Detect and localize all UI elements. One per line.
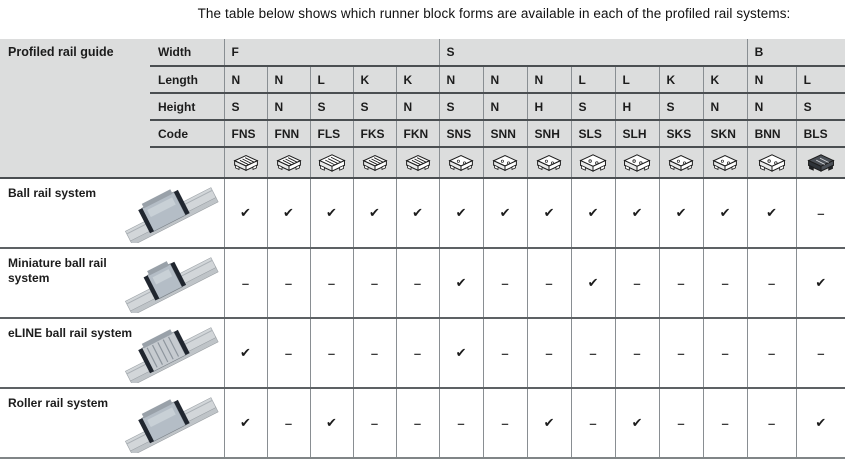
runner-block-wide-dark-icon (804, 151, 838, 174)
icon-cell-SKN (703, 147, 747, 178)
miniature-ball-rail-photo (120, 253, 220, 313)
check-mark-FKS (353, 178, 396, 248)
system-label-cell (0, 318, 224, 388)
dash-mark: – (413, 345, 422, 361)
dash-mark: – (817, 345, 825, 361)
dash-mark: – (817, 205, 825, 221)
dash-mark: – (327, 345, 336, 361)
dash-mark: – (501, 415, 509, 431)
dash-mark: – (545, 345, 553, 361)
dash-mark-FLS (310, 248, 353, 318)
length-cell-FLS: L (310, 66, 353, 93)
ball-rail-photo (120, 183, 220, 243)
dash-mark: – (589, 415, 597, 431)
check-mark: ✔ (543, 415, 555, 430)
check-mark: ✔ (631, 205, 643, 220)
system-name: eLINE ball rail system (8, 326, 133, 340)
runner-block-flanged-short-icon (361, 151, 389, 174)
runner-block-wide-icon (755, 151, 789, 174)
width-group-b: B (747, 39, 845, 66)
code-cell-FNN: FNN (267, 120, 310, 147)
dash-mark: – (284, 345, 293, 361)
dash-mark: – (501, 345, 509, 361)
check-mark-BLS (796, 248, 845, 318)
length-cell-SLS: L (571, 66, 615, 93)
dash-mark: – (677, 345, 685, 361)
corner-cell (0, 39, 150, 178)
icon-cell-SNN (483, 147, 527, 178)
check-mark-SKS (659, 178, 703, 248)
dash-mark: – (327, 275, 336, 291)
dash-mark-SKS (659, 248, 703, 318)
check-mark-SLH (615, 388, 659, 458)
height-cell-SLH: H (615, 93, 659, 120)
dash-mark-BNN (747, 248, 796, 318)
check-mark: ✔ (240, 415, 251, 430)
dash-mark: – (633, 275, 641, 291)
height-cell-SKN: N (703, 93, 747, 120)
dash-mark-FNN (267, 318, 310, 388)
check-mark: ✔ (455, 205, 467, 220)
eline-ball-rail-photo (120, 323, 220, 383)
row-label-width: Width (150, 39, 224, 66)
runner-block-flanged-icon (275, 151, 303, 174)
check-mark-SLS (571, 248, 615, 318)
runner-block-slim-icon (447, 151, 475, 174)
code-cell-SKS: SKS (659, 120, 703, 147)
code-cell-SNS: SNS (439, 120, 483, 147)
dash-mark: – (633, 345, 641, 361)
dash-mark: – (501, 275, 509, 291)
check-mark: ✔ (240, 345, 251, 360)
code-cell-BLS: BLS (796, 120, 845, 147)
length-cell-SKN: K (703, 66, 747, 93)
row-label-code: Code (150, 120, 224, 147)
check-mark: ✔ (675, 205, 687, 220)
dash-mark: – (370, 275, 379, 291)
code-cell-FKN: FKN (396, 120, 439, 147)
dash-mark-SNN (483, 248, 527, 318)
check-mark: ✔ (815, 275, 827, 290)
check-mark: ✔ (326, 415, 337, 430)
runner-block-slim-icon (491, 151, 519, 174)
dash-mark-SLH (615, 248, 659, 318)
height-cell-BLS: S (796, 93, 845, 120)
dash-mark: – (767, 345, 776, 361)
dash-mark: – (370, 345, 379, 361)
dash-mark-SNS (439, 388, 483, 458)
height-cell-SNN: N (483, 93, 527, 120)
runner-block-flanged-long-icon (315, 151, 349, 174)
dash-mark-FKN (396, 388, 439, 458)
system-row-eline-ball-rail-system (0, 318, 845, 388)
dash-mark-SLH (615, 318, 659, 388)
height-cell-FLS: S (310, 93, 353, 120)
length-cell-SLH: L (615, 66, 659, 93)
code-cell-SNH: SNH (527, 120, 571, 147)
dash-mark: – (721, 415, 729, 431)
system-label-cell (0, 248, 224, 318)
check-mark: ✔ (631, 415, 643, 430)
check-mark-FLS (310, 178, 353, 248)
system-label-cell (0, 178, 224, 248)
icon-cell-FNN (267, 147, 310, 178)
system-label-cell (0, 388, 224, 458)
icon-cell-FNS (224, 147, 267, 178)
roller-rail-photo (120, 393, 220, 453)
row-label-height: Height (150, 93, 224, 120)
length-cell-FNN: N (267, 66, 310, 93)
runner-block-flanged-icon (232, 151, 260, 174)
code-cell-SLH: SLH (615, 120, 659, 147)
code-cell-SKN: SKN (703, 120, 747, 147)
runner-block-slim-short-icon (667, 151, 695, 174)
dash-mark: – (457, 415, 465, 431)
height-cell-FNS: S (224, 93, 267, 120)
system-name: Miniature ball rail system (8, 256, 107, 285)
system-name: Ball rail system (8, 186, 97, 200)
dash-mark-FKS (353, 248, 396, 318)
height-cell-SKS: S (659, 93, 703, 120)
check-mark: ✔ (326, 205, 337, 220)
check-mark: ✔ (543, 205, 555, 220)
dash-mark-BNN (747, 318, 796, 388)
length-cell-SKS: K (659, 66, 703, 93)
height-cell-SNS: S (439, 93, 483, 120)
dash-mark: – (767, 415, 776, 431)
code-cell-BNN: BNN (747, 120, 796, 147)
check-mark-SNS (439, 318, 483, 388)
dash-mark: – (241, 275, 250, 291)
length-cell-FKN: K (396, 66, 439, 93)
check-mark-BNN (747, 178, 796, 248)
icon-cell-SLH (615, 147, 659, 178)
length-cell-FKS: K (353, 66, 396, 93)
check-mark: ✔ (240, 205, 251, 220)
dash-mark-SNN (483, 318, 527, 388)
runner-block-slim-long-icon (620, 151, 654, 174)
runner-block-slim-long-icon (576, 151, 610, 174)
icon-cell-FKS (353, 147, 396, 178)
dash-mark-SKN (703, 248, 747, 318)
height-cell-FKS: S (353, 93, 396, 120)
dash-mark: – (413, 415, 422, 431)
dash-mark: – (370, 415, 379, 431)
check-mark: ✔ (587, 275, 599, 290)
icon-cell-BLS (796, 147, 845, 178)
system-row-ball-rail-system (0, 178, 845, 248)
dash-mark-SKS (659, 318, 703, 388)
roller-rail-photo (120, 393, 220, 453)
check-mark-SLS (571, 178, 615, 248)
runner-block-slim-icon (535, 151, 563, 174)
height-cell-BNN: N (747, 93, 796, 120)
ball-rail-photo (120, 183, 220, 243)
check-mark-FNS (224, 318, 267, 388)
code-cell-FKS: FKS (353, 120, 396, 147)
dash-mark-FKN (396, 248, 439, 318)
dash-mark-FKN (396, 318, 439, 388)
dash-mark-SLS (571, 388, 615, 458)
height-cell-FKN: N (396, 93, 439, 120)
check-mark-FLS (310, 388, 353, 458)
check-mark-SNN (483, 178, 527, 248)
dash-mark: – (677, 275, 685, 291)
availability-table (0, 39, 845, 459)
dash-mark: – (284, 415, 293, 431)
height-cell-SNH: H (527, 93, 571, 120)
icon-cell-FLS (310, 147, 353, 178)
system-row-roller-rail-system (0, 388, 845, 458)
height-cell-SLS: S (571, 93, 615, 120)
dash-mark-FNN (267, 388, 310, 458)
check-mark-SKN (703, 178, 747, 248)
code-cell-SNN: SNN (483, 120, 527, 147)
check-mark: ✔ (499, 205, 511, 220)
length-cell-SNN: N (483, 66, 527, 93)
page-title: The table below shows which runner block forms are available in each of the profiled rail systems: (197, 6, 791, 21)
check-mark: ✔ (587, 205, 599, 220)
length-cell-SNS: N (439, 66, 483, 93)
dash-mark: – (589, 345, 597, 361)
dash-mark: – (677, 415, 685, 431)
icon-cell-SNS (439, 147, 483, 178)
width-group-f: F (224, 39, 439, 66)
dash-mark-SNH (527, 318, 571, 388)
dash-mark-FKS (353, 318, 396, 388)
check-mark-FKN (396, 178, 439, 248)
row-label-length: Length (150, 66, 224, 93)
dash-mark-SKN (703, 388, 747, 458)
check-mark-SNS (439, 178, 483, 248)
dash-mark-SNN (483, 388, 527, 458)
check-mark: ✔ (719, 205, 731, 220)
icon-cell-SNH (527, 147, 571, 178)
length-cell-BNN: N (747, 66, 796, 93)
height-cell-FNN: N (267, 93, 310, 120)
check-mark: ✔ (455, 345, 467, 360)
system-row-miniature-ball-rail-system (0, 248, 845, 318)
dash-mark-FKS (353, 388, 396, 458)
check-mark: ✔ (766, 205, 778, 220)
check-mark: ✔ (455, 275, 467, 290)
corner-label: Profiled rail guide (8, 45, 114, 59)
check-mark-SNH (527, 388, 571, 458)
catalog-page (0, 6, 845, 469)
miniature-ball-rail-photo (120, 253, 220, 313)
dash-mark-FNN (267, 248, 310, 318)
dash-mark: – (413, 275, 422, 291)
dash-mark: – (545, 275, 553, 291)
check-mark: ✔ (283, 205, 294, 220)
check-mark: ✔ (412, 205, 423, 220)
icons-row-spacer (150, 147, 224, 178)
check-mark-SLH (615, 178, 659, 248)
width-group-s: S (439, 39, 747, 66)
length-cell-SNH: N (527, 66, 571, 93)
dash-mark-FNS (224, 248, 267, 318)
eline-ball-rail-photo (120, 323, 220, 383)
icon-cell-SLS (571, 147, 615, 178)
system-name: Roller rail system (8, 396, 109, 410)
runner-block-slim-short-icon (711, 151, 739, 174)
dash-mark-SLS (571, 318, 615, 388)
icon-cell-BNN (747, 147, 796, 178)
check-mark-BLS (796, 388, 845, 458)
check-mark-SNS (439, 248, 483, 318)
dash-mark-SKN (703, 318, 747, 388)
dash-mark-BLS (796, 178, 845, 248)
dash-mark: – (767, 275, 776, 291)
dash-mark-BLS (796, 318, 845, 388)
header-row-width (0, 39, 845, 66)
dash-mark: – (284, 275, 293, 291)
check-mark-FNS (224, 178, 267, 248)
check-mark: ✔ (369, 205, 380, 220)
dash-mark-SNH (527, 248, 571, 318)
dash-mark-FLS (310, 318, 353, 388)
length-cell-BLS: L (796, 66, 845, 93)
code-cell-SLS: SLS (571, 120, 615, 147)
check-mark-SNH (527, 178, 571, 248)
dash-mark-SKS (659, 388, 703, 458)
dash-mark: – (721, 275, 729, 291)
check-mark: ✔ (815, 415, 827, 430)
code-cell-FLS: FLS (310, 120, 353, 147)
check-mark-FNS (224, 388, 267, 458)
length-cell-FNS: N (224, 66, 267, 93)
icon-cell-SKS (659, 147, 703, 178)
dash-mark: – (721, 345, 729, 361)
dash-mark-BNN (747, 388, 796, 458)
check-mark-FNN (267, 178, 310, 248)
runner-block-flanged-short-icon (404, 151, 432, 174)
code-cell-FNS: FNS (224, 120, 267, 147)
icon-cell-FKN (396, 147, 439, 178)
